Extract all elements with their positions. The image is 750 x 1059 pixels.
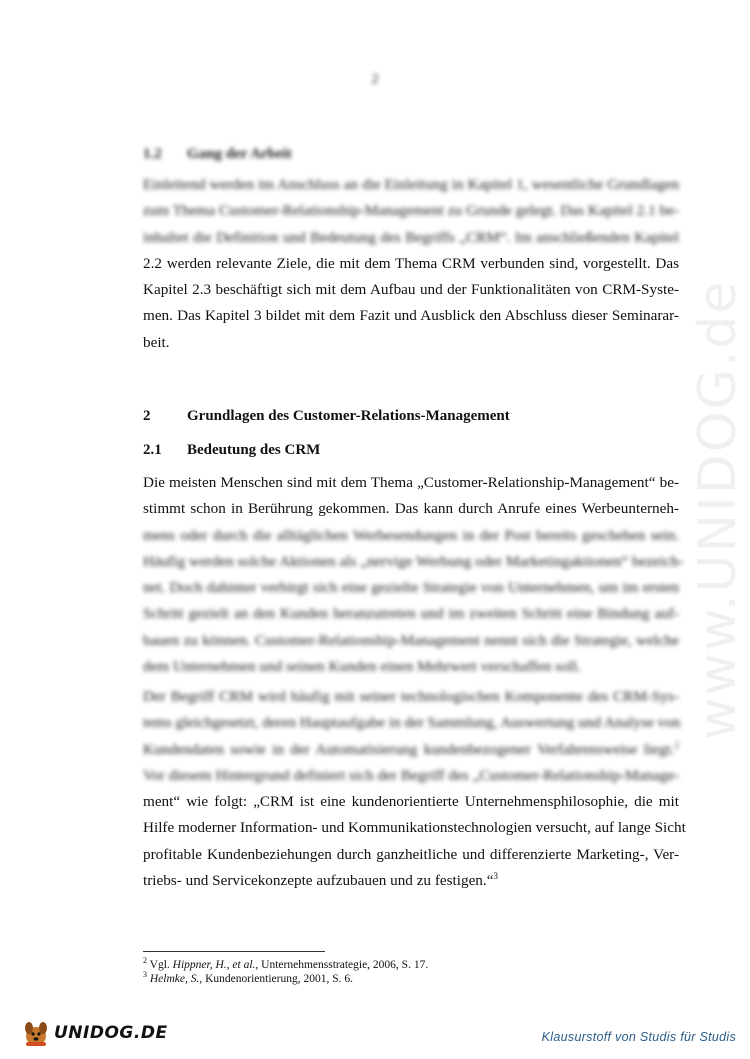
footnote-author: Hippner, H., et al.,	[172, 959, 259, 971]
text-line: inhaltet die Definition und Bedeutung des Begriffs „CRM“. Im anschließenden Kapitel	[143, 228, 679, 246]
text-line: dem Unternehmen und seinen Kunden einen Mehrwert verschaffen soll.	[143, 658, 581, 676]
section-title: Bedeutung des CRM	[187, 442, 321, 458]
text-line: Kapitel 2.3 beschäftigt sich mit dem Aufbau und der Funktionalitäten von CRM-Syste-	[143, 281, 679, 299]
footnote-text: Unternehmensstrategie, 2006, S. 17.	[258, 959, 429, 971]
text-line: Hilfe moderner Information- und Kommunikationstechnologien versucht, auf lange Sicht	[143, 819, 686, 837]
section-heading-2	[143, 408, 510, 425]
page-number: 2	[371, 72, 379, 87]
text-line: stimmt schon in Berührung gekommen. Das kann durch Anrufe eines Werbeunterneh-	[143, 500, 679, 518]
text-line: beit.	[143, 333, 170, 351]
footnote-prefix: Vgl.	[149, 959, 173, 971]
section-heading-1-2	[143, 146, 292, 163]
text-line: Häufig werden solche Aktionen als „nervige Werbung oder Marketingaktionen“ bezeich-	[143, 552, 684, 570]
dog-mascot-icon	[22, 1018, 52, 1048]
text-line: Kundendaten sowie in der Automatisierung kundenbezogener Verfahrensweise liegt.	[143, 740, 675, 758]
text-line: net. Doch dahinter verbirgt sich eine gezielte Strategie von Unternehmen, um im ersten	[143, 579, 679, 597]
section-title: Gang der Arbeit	[187, 146, 292, 162]
footnote-text: Kundenorientierung, 2001, S. 6.	[202, 973, 354, 985]
logo-text: UNIDOG.DE	[54, 1023, 168, 1043]
paragraph-bedeutung	[143, 470, 684, 680]
section-number: 2	[143, 408, 151, 424]
section-title: Grundlagen des Customer-Relations-Management	[187, 408, 510, 424]
section-number: 1.2	[143, 146, 162, 162]
section-number: 2.1	[143, 442, 162, 458]
footnote-author: Helmke, S.,	[149, 973, 203, 985]
paragraph-gang-der-arbeit	[143, 172, 679, 356]
text-line: men. Das Kapitel 3 bildet mit dem Fazit und Ausblick den Abschluss dieser Seminarar-	[143, 307, 679, 325]
section-heading-2-1	[143, 442, 320, 459]
text-line: Einleitend werden im Anschluss an die Einleitung in Kapitel 1, wesentliche Grundlagen	[143, 176, 679, 193]
footnote-3	[143, 972, 428, 986]
footnotes	[143, 958, 428, 986]
text-line: 2.2 werden relevante Ziele, die mit dem Thema CRM verbunden sind, vorgestellt. Das	[143, 254, 679, 272]
tagline: Klausurstoff von Studis für Studis	[541, 1030, 736, 1044]
footnote-mark: 2	[143, 956, 147, 966]
text-line: triebs- und Servicekonzepte aufzubauen und zu festigen.“	[143, 872, 494, 890]
text-line: mens oder durch die alltäglichen Werbesendungen in der Post bereits geschehen sein.	[143, 526, 679, 544]
text-line-with-footnote	[143, 868, 679, 894]
text-line-with-footnote	[143, 737, 679, 763]
text-line: bauen zu können. Customer-Relationship-Management nennt sich die Strategie, welche	[143, 631, 679, 649]
text-line: Der Begriff CRM wird häufig mit seiner technologischen Komponente des CRM-Sys-	[143, 688, 679, 705]
text-line: tems gleichgesetzt, deren Hauptaufgabe in der Sammlung, Auswertung und Analyse von	[143, 714, 681, 732]
footnote-separator	[143, 951, 325, 952]
footnote-marker: 2	[674, 739, 679, 750]
paragraph-begriff-crm	[143, 684, 686, 894]
footnote-2	[143, 958, 428, 972]
unidog-logo[interactable]	[22, 1018, 168, 1048]
text-line: profitable Kundenbeziehungen durch ganzheitliche und differenzierte Marketing-, Ver-	[143, 845, 679, 863]
text-line: ment“ wie folgt: „CRM ist eine kundenorientierte Unternehmensphilosophie, die mit	[143, 793, 679, 811]
text-line: Vor diesem Hintergrund definiert sich der Begriff des „Customer-Relationship-Manage-	[143, 766, 679, 784]
footnote-mark: 3	[143, 970, 147, 980]
footnote-marker: 3	[493, 871, 498, 882]
watermark: www.UNIDOG.de	[688, 279, 748, 740]
text-line: Schritt gezielt an den Kunden heranzutreten und im zweiten Schritt eine Bindung auf-	[143, 605, 679, 623]
text-line: Die meisten Menschen sind mit dem Thema „Customer-Relationship-Management“ be-	[143, 474, 679, 491]
text-line: zum Thema Customer-Relationship-Management zu Grunde gelegt. Das Kapitel 2.1 be-	[143, 202, 679, 220]
